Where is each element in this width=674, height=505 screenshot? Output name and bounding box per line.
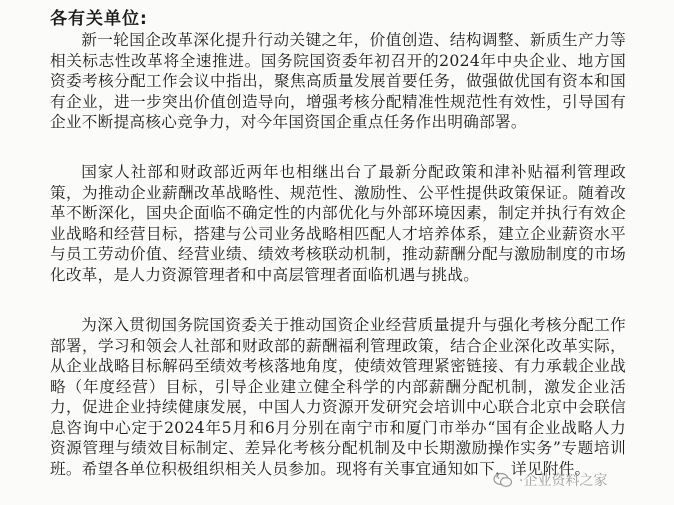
watermark-text: ·企业资料之家: [519, 473, 608, 489]
paragraph-3: 为深入贯彻国务院国资委关于推动国资企业经营质量提升与强化考核分配工作部署，学习和领会人社部和财政部的薪酬福利管理政策，结合企业深化改革实际，从企业战略目标解码至绩效考核落地角度，使绩效管理紧密链接、有力承载企业战略（年度经营）目标，引导企业建立健全科学的内部薪酬分配机制，激发企业活力，促进企业持续健康发展，中国人力资源开发研究会培训中心联合北京中会联信息咨询中心定于2024年5月和6月分别在南宁市和厦门市举办“国有企业战略人力资源管理与绩效目标制定、差异化考核分配机制及中长期激励操作实务”专题培训班。希望各单位积极组织相关人员参加。现将有关事宜通知如下，详见附件。: [50, 316, 626, 478]
page-bottom-edge: [0, 497, 674, 505]
paragraph-2: 国家人社部和财政部近两年也相继出台了最新分配政策和津补贴福利管理政策，为推动企业薪酬改革战略性、规范性、激励性、公平性提供政策保证。随着改革不断深化，国央企面临不确定性的内部优化与外部环境因素，制定并执行有效企业战略和经营目标，搭建与公司业务战略相匹配人才培养体系，建立企业薪资水平与员工劳动价值、经营业绩、绩效考核联动机制，推动薪酬分配与激励制度的市场化改革，是人力资源管理者和中高层管理者面临机遇与挑战。: [50, 163, 626, 284]
paragraph-1: 新一轮国企改革深化提升行动关键之年，价值创造、结构调整、新质生产力等相关标志性改革将全速推进。国务院国资委年初召开的2024年中央企业、地方国资委考核分配工作会议中指出，聚焦高质量发展首要任务，做强做优国有资本和国有企业，进一步突出价值创造导向，增强考核分配精准性规范性有效性，引导国有企业不断提高核心竞争力，对今年国资国企重点任务作出明确部署。: [50, 31, 626, 131]
watermark: [493, 470, 607, 490]
wechat-icon: [493, 472, 513, 488]
salutation: 各有关单位:: [50, 9, 148, 29]
